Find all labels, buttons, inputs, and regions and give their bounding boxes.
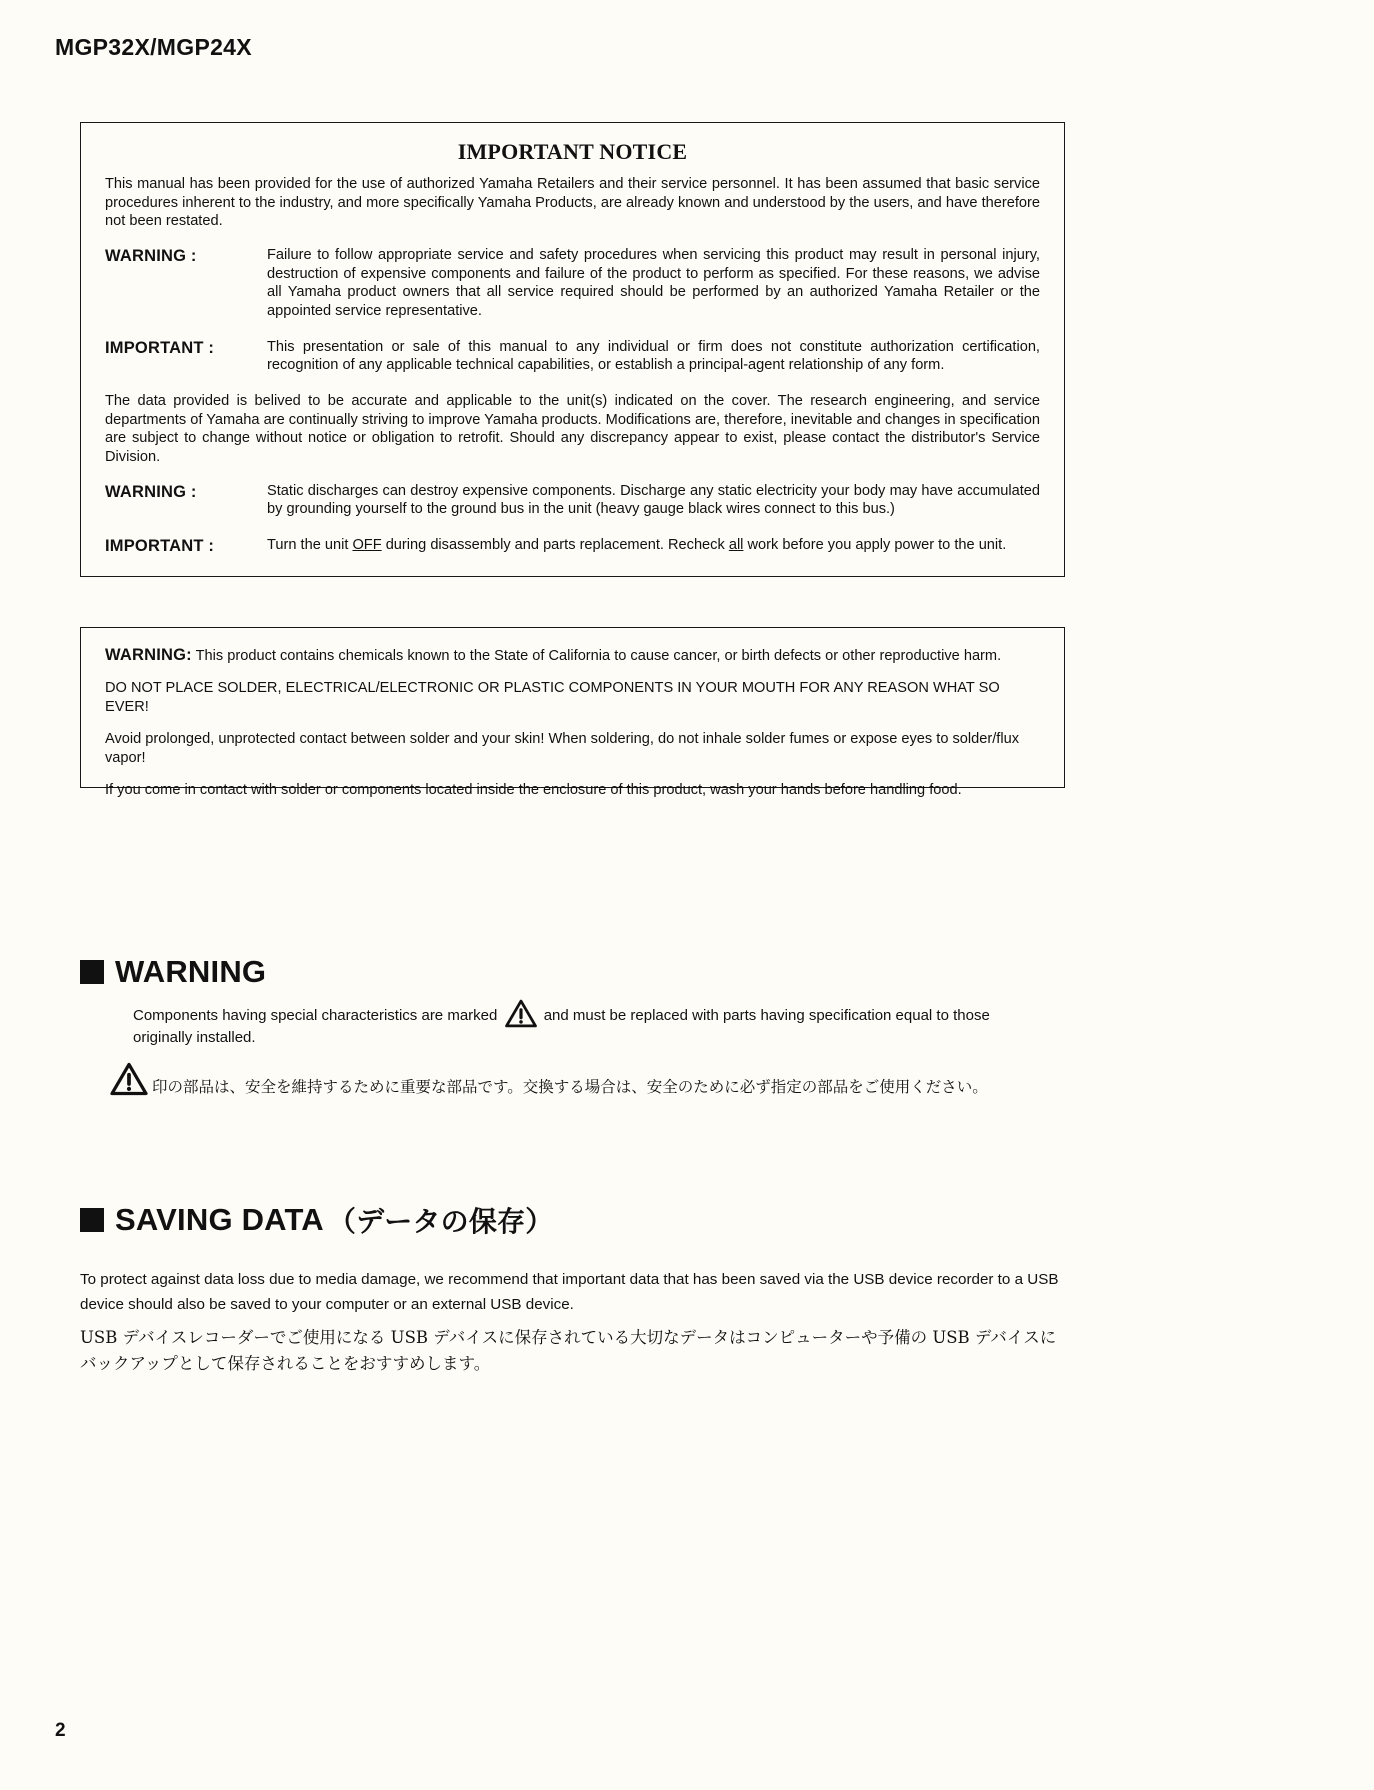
warning-triangle-icon — [110, 1062, 148, 1101]
saving-data-heading-en: SAVING DATA — [115, 1202, 324, 1237]
saving-data-body-japanese: USB デバイスレコーダーでご使用になる USB デバイスに保存されている大切なデータはコンピューターや予備の USB デバイスにバックアップとして保存されることをおすすめします。 — [80, 1327, 1057, 1373]
warning-section-heading — [80, 954, 266, 990]
warning-heading-text: WARNING — [115, 954, 267, 989]
page-number: 2 — [55, 1720, 66, 1741]
california-warning-line — [105, 645, 1040, 666]
entry-label: WARNING : — [105, 247, 197, 266]
warning-section-body — [133, 999, 1033, 1048]
solder-mouth-warning-line: DO NOT PLACE SOLDER, ELECTRICAL/ELECTRONIC OR PLASTIC COMPONENTS IN YOUR MOUTH FOR ANY REASON WHAT SO EVER! — [105, 680, 1000, 716]
entry-label: IMPORTANT : — [105, 338, 215, 357]
important-notice-box — [80, 122, 1065, 577]
warning-body-pre: Components having special characteristics are marked — [133, 1007, 498, 1024]
entry-text: This presentation or sale of this manual to any individual or firm does not constitute authorization certification, recognition of any applicable technical capabilities, or establish a principal-agent relationship of any form. — [267, 338, 1040, 374]
saving-data-section-heading — [80, 1200, 553, 1240]
saving-data-body-english: To protect against data loss due to media damage, we recommend that important data that has been saved via the USB device recorder to a USB device should also be saved to your computer or an external USB device. — [80, 1271, 1059, 1313]
warning-triangle-icon — [505, 999, 537, 1028]
wash-hands-warning-line: If you come in contact with solder or components located inside the enclosure of this product, wash your hands before handling food. — [105, 782, 962, 799]
entry-label: WARNING : — [105, 482, 197, 501]
saving-data-heading-jp: （データの保存） — [327, 1205, 554, 1238]
entry-text-part: Turn the unit — [267, 537, 353, 554]
entry-text: Static discharges can destroy expensive components. Discharge any static electricity your body may have accumulated by grounding yourself to the ground bus in the unit (heavy gauge black wires connect to this bus.) — [267, 482, 1040, 518]
warning-japanese-text: 印の部品は、安全を維持するために重要な部品です。交換する場合は、安全のために必ず指定の部品をご使用ください。 — [152, 1078, 988, 1097]
california-warning-box — [80, 627, 1065, 799]
heading-square-icon — [80, 1208, 104, 1232]
notice-entry-important-2 — [105, 536, 1040, 556]
notice-entry-warning-1 — [105, 246, 1040, 321]
entry-label: IMPORTANT : — [105, 537, 215, 556]
heading-square-icon — [80, 960, 104, 984]
california-warning-label: WARNING: — [105, 646, 192, 664]
entry-text — [267, 536, 1040, 556]
underlined-word-off: OFF — [352, 537, 382, 554]
warning-body-post: and must be replaced with parts having specification equal to those originally installed. — [133, 1007, 990, 1046]
california-warning-text: This product contains chemicals known to the State of California to cause cancer, or birth defects or other reproductive harm. — [191, 648, 1002, 664]
document-model-header: MGP32X/MGP24X — [55, 34, 252, 60]
notice-entry-warning-2 — [105, 482, 1040, 519]
notice-data-paragraph: The data provided is belived to be accurate and applicable to the unit(s) indicated on the cover. The research engineering, and service departments of Yamaha are continually striving to improve Yamaha products. Modifications are, therefore, inevitable and changes in specification are subject to change without notice or obligation to retrofit. Should any discrepancy appear to exist, please contact the distributor's Service Division. — [105, 393, 1040, 466]
notice-title: IMPORTANT NOTICE — [457, 139, 688, 164]
entry-text-part: during disassembly and parts replacement. Recheck — [381, 537, 729, 554]
notice-intro-paragraph: This manual has been provided for the use of authorized Yamaha Retailers and their service personnel. It has been assumed that basic service procedures inherent to the industry, and more specifically Yamaha Products, are already known and understood by the users, and have therefore not been restated. — [105, 176, 1040, 230]
underlined-word-all: all — [728, 537, 744, 554]
solder-skin-warning-line: Avoid prolonged, unprotected contact between solder and your skin! When soldering, do not inhale solder fumes or expose eyes to solder/flux vapor! — [105, 731, 1020, 767]
entry-text: Failure to follow appropriate service and safety procedures when servicing this product may result in personal injury, destruction of expensive components and failure of the product to perform as specified. For these reasons, we advise all Yamaha product owners that all service required should be performed by an authorized Yamaha Retailer or the appointed service representative. — [267, 247, 1040, 320]
warning-japanese-row — [110, 1062, 1010, 1101]
notice-entry-important-1 — [105, 338, 1040, 375]
entry-text-part: work before you apply power to the unit. — [743, 537, 1007, 554]
